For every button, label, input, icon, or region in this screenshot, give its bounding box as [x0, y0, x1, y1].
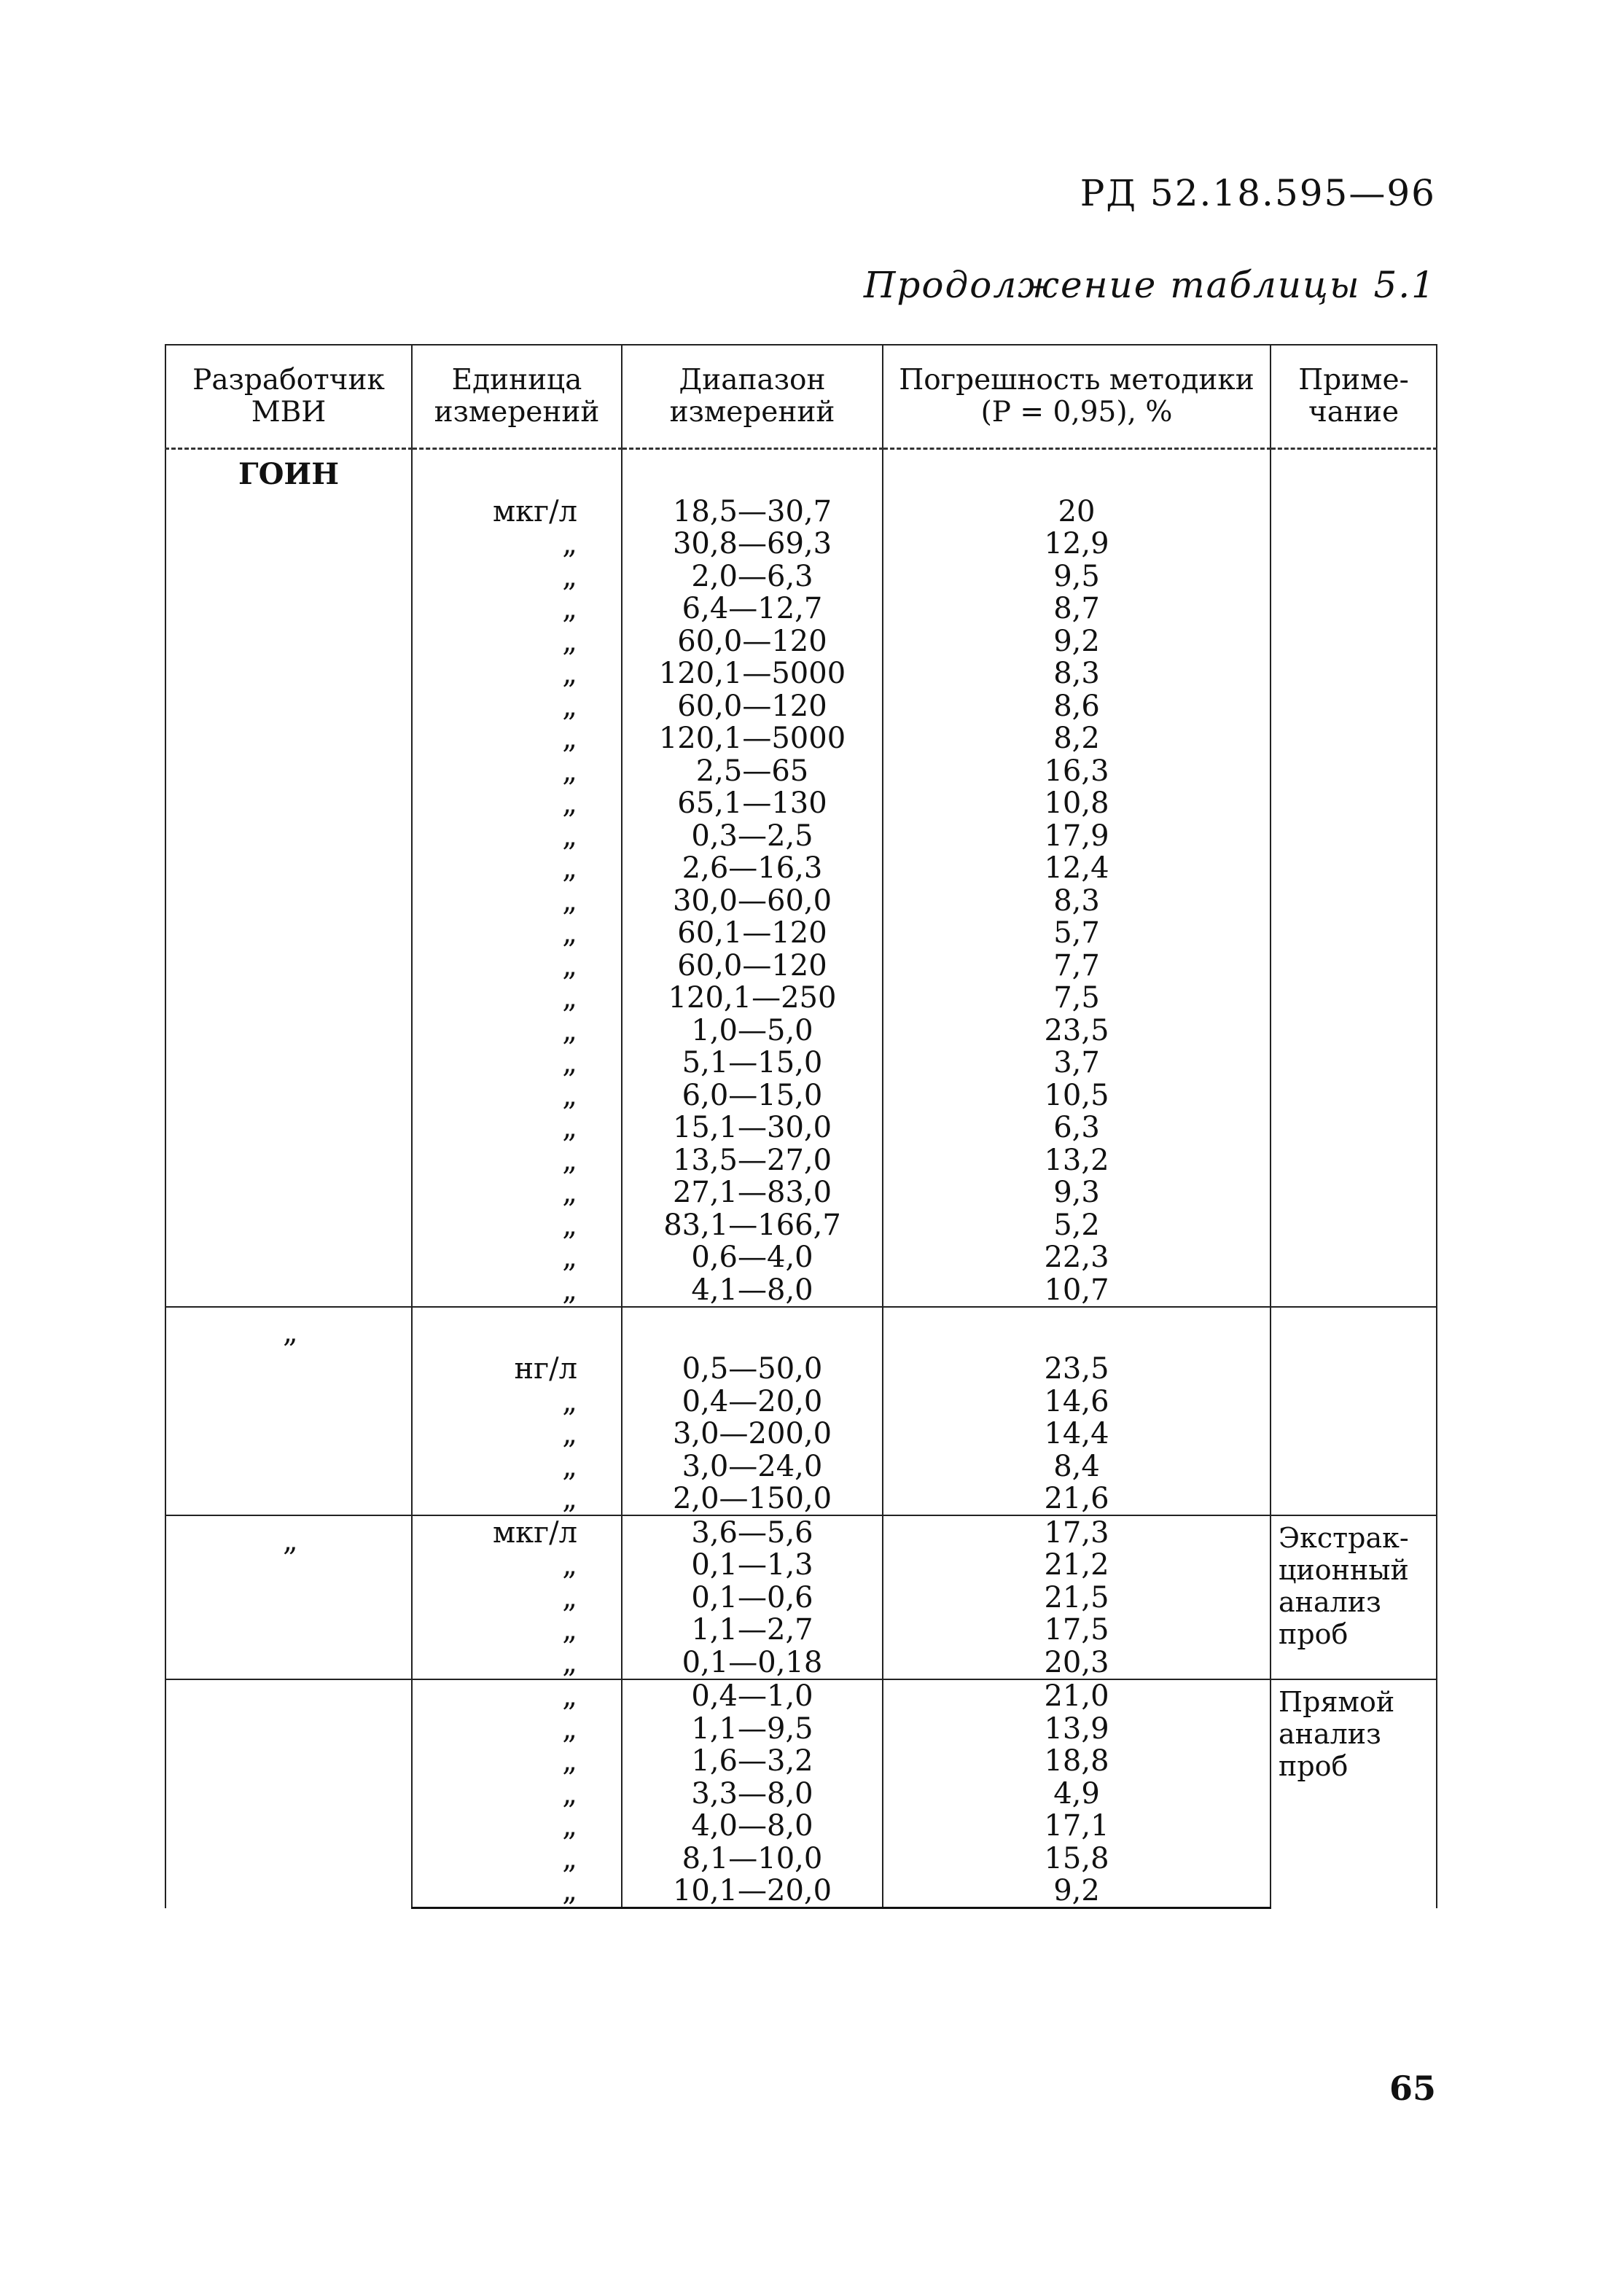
error-cell: 17,9 [883, 819, 1271, 852]
header-unit: Единица измерений [412, 345, 622, 449]
range-cell: 8,1—10,0 [622, 1842, 883, 1875]
range-cell: 1,1—2,7 [622, 1614, 883, 1647]
unit-cell: „ [412, 1614, 622, 1647]
error-cell: 3,7 [883, 1047, 1271, 1079]
unit-cell: „ [412, 1418, 622, 1450]
header-range: Диапазон измерений [622, 345, 883, 449]
range-cell: 15,1—30,0 [622, 1112, 883, 1144]
unit-cell: „ [412, 1679, 622, 1713]
unit-cell: „ [412, 917, 622, 950]
range-cell: 0,1—1,3 [622, 1549, 883, 1582]
range-cell: 120,1—250 [622, 982, 883, 1015]
developer-cell [165, 1679, 412, 1908]
error-cell: 8,3 [883, 657, 1271, 690]
unit-cell: „ [412, 1208, 622, 1241]
range-cell: 4,0—8,0 [622, 1810, 883, 1843]
error-cell: 5,2 [883, 1208, 1271, 1241]
unit-cell: „ [412, 852, 622, 885]
range-cell: 0,1—0,18 [622, 1646, 883, 1679]
range-cell: 0,6—4,0 [622, 1241, 883, 1274]
error-cell: 6,3 [883, 1112, 1271, 1144]
range-cell: 30,0—60,0 [622, 884, 883, 917]
developer-cell: „ [165, 1515, 412, 1679]
error-cell: 21,0 [883, 1679, 1271, 1713]
error-cell: 8,6 [883, 690, 1271, 722]
error-cell: 9,2 [883, 625, 1271, 657]
range-cell: 60,0—120 [622, 625, 883, 657]
range-cell: 30,8—69,3 [622, 528, 883, 561]
unit-cell: „ [412, 1483, 622, 1516]
unit-cell: „ [412, 1581, 622, 1614]
range-cell: 60,1—120 [622, 917, 883, 950]
error-cell: 20 [883, 495, 1271, 528]
unit-cell [412, 1307, 622, 1353]
unit-cell: „ [412, 1875, 622, 1908]
error-cell: 13,9 [883, 1712, 1271, 1745]
unit-cell: „ [412, 1144, 622, 1176]
measurement-table [165, 344, 1437, 1909]
header-developer: Разработчик МВИ [165, 345, 412, 449]
error-cell: 23,5 [883, 1014, 1271, 1047]
table-row [165, 1515, 1437, 1549]
unit-cell: „ [412, 1273, 622, 1307]
error-cell: 10,5 [883, 1079, 1271, 1112]
unit-cell: „ [412, 1176, 622, 1209]
error-cell: 7,5 [883, 982, 1271, 1015]
range-cell: 1,6—3,2 [622, 1745, 883, 1778]
error-cell: 10,8 [883, 787, 1271, 820]
range-cell: 1,1—9,5 [622, 1712, 883, 1745]
error-cell: 17,1 [883, 1810, 1271, 1843]
error-cell: 8,2 [883, 722, 1271, 755]
range-cell: 6,0—15,0 [622, 1079, 883, 1112]
error-cell: 17,5 [883, 1614, 1271, 1647]
range-cell: 3,0—200,0 [622, 1418, 883, 1450]
note-cell: Прямой анализ проб [1271, 1679, 1437, 1908]
unit-cell: „ [412, 1450, 622, 1483]
unit-cell: нг/л [412, 1353, 622, 1386]
unit-cell: „ [412, 787, 622, 820]
range-cell: 0,4—1,0 [622, 1679, 883, 1713]
unit-cell: „ [412, 1047, 622, 1079]
range-cell: 1,0—5,0 [622, 1014, 883, 1047]
developer-cell: „ [165, 1307, 412, 1516]
error-cell: 7,7 [883, 949, 1271, 982]
table-header-row [165, 345, 1437, 449]
error-cell: 10,7 [883, 1273, 1271, 1307]
error-cell: 8,3 [883, 884, 1271, 917]
range-cell: 13,5—27,0 [622, 1144, 883, 1176]
error-cell: 14,4 [883, 1418, 1271, 1450]
error-cell: 12,4 [883, 852, 1271, 885]
range-cell: 0,3—2,5 [622, 819, 883, 852]
unit-cell: „ [412, 722, 622, 755]
error-cell: 23,5 [883, 1353, 1271, 1386]
error-cell: 21,2 [883, 1549, 1271, 1582]
unit-cell: мкг/л [412, 1515, 622, 1549]
unit-cell: „ [412, 528, 622, 561]
table-body [165, 449, 1437, 1908]
unit-cell: „ [412, 884, 622, 917]
unit-cell: „ [412, 1079, 622, 1112]
unit-cell: „ [412, 1549, 622, 1582]
range-cell: 120,1—5000 [622, 722, 883, 755]
unit-cell: „ [412, 819, 622, 852]
range-cell: 0,5—50,0 [622, 1353, 883, 1386]
document-code: РД 52.18.595—96 [1080, 172, 1436, 214]
error-cell: 17,3 [883, 1515, 1271, 1549]
error-cell: 13,2 [883, 1144, 1271, 1176]
range-cell [622, 1307, 883, 1353]
range-cell: 60,0—120 [622, 949, 883, 982]
error-cell: 14,6 [883, 1385, 1271, 1418]
error-cell: 18,8 [883, 1745, 1271, 1778]
unit-cell: „ [412, 1385, 622, 1418]
range-cell: 2,5—65 [622, 754, 883, 787]
range-cell: 3,0—24,0 [622, 1450, 883, 1483]
unit-cell [412, 449, 622, 496]
range-cell: 60,0—120 [622, 690, 883, 722]
unit-cell: „ [412, 1112, 622, 1144]
note-cell: Экстрак-ционный анализ проб [1271, 1515, 1437, 1679]
note-cell [1271, 1307, 1437, 1516]
error-cell: 9,5 [883, 560, 1271, 593]
range-cell: 2,0—150,0 [622, 1483, 883, 1516]
developer-cell: ГОИН [165, 449, 412, 1307]
unit-cell: „ [412, 593, 622, 625]
error-cell: 9,2 [883, 1875, 1271, 1908]
error-cell: 21,6 [883, 1483, 1271, 1516]
error-cell [883, 1307, 1271, 1353]
header-error: Погрешность методики (P = 0,95), % [883, 345, 1271, 449]
error-cell: 8,4 [883, 1450, 1271, 1483]
header-note: Приме-чание [1271, 345, 1437, 449]
error-cell: 21,5 [883, 1581, 1271, 1614]
range-cell: 0,1—0,6 [622, 1581, 883, 1614]
error-cell: 9,3 [883, 1176, 1271, 1209]
table-continuation-caption: Продолжение таблицы 5.1 [863, 264, 1436, 306]
range-cell: 2,6—16,3 [622, 852, 883, 885]
range-cell: 27,1—83,0 [622, 1176, 883, 1209]
group-spacer-row [165, 1307, 1437, 1353]
error-cell: 15,8 [883, 1842, 1271, 1875]
error-cell: 22,3 [883, 1241, 1271, 1274]
error-cell: 12,9 [883, 528, 1271, 561]
range-cell: 65,1—130 [622, 787, 883, 820]
table-row [165, 1679, 1437, 1713]
range-cell: 6,4—12,7 [622, 593, 883, 625]
unit-cell: „ [412, 1014, 622, 1047]
range-cell: 3,6—5,6 [622, 1515, 883, 1549]
range-cell [622, 449, 883, 496]
unit-cell: „ [412, 754, 622, 787]
unit-cell: „ [412, 1777, 622, 1810]
unit-cell: „ [412, 1745, 622, 1778]
page-number: 65 [1389, 2069, 1436, 2108]
unit-cell: „ [412, 560, 622, 593]
range-cell: 83,1—166,7 [622, 1208, 883, 1241]
unit-cell: „ [412, 1842, 622, 1875]
range-cell: 2,0—6,3 [622, 560, 883, 593]
unit-cell: „ [412, 690, 622, 722]
error-cell: 5,7 [883, 917, 1271, 950]
unit-cell: мкг/л [412, 495, 622, 528]
range-cell: 5,1—15,0 [622, 1047, 883, 1079]
range-cell: 120,1—5000 [622, 657, 883, 690]
error-cell: 8,7 [883, 593, 1271, 625]
error-cell [883, 449, 1271, 496]
unit-cell: „ [412, 1646, 622, 1679]
unit-cell: „ [412, 1810, 622, 1843]
range-cell: 18,5—30,7 [622, 495, 883, 528]
unit-cell: „ [412, 625, 622, 657]
range-cell: 10,1—20,0 [622, 1875, 883, 1908]
group-spacer-row [165, 449, 1437, 496]
range-cell: 0,4—20,0 [622, 1385, 883, 1418]
unit-cell: „ [412, 657, 622, 690]
error-cell: 16,3 [883, 754, 1271, 787]
error-cell: 4,9 [883, 1777, 1271, 1810]
unit-cell: „ [412, 1241, 622, 1274]
unit-cell: „ [412, 949, 622, 982]
range-cell: 3,3—8,0 [622, 1777, 883, 1810]
error-cell: 20,3 [883, 1646, 1271, 1679]
unit-cell: „ [412, 1712, 622, 1745]
note-cell [1271, 449, 1437, 1307]
unit-cell: „ [412, 982, 622, 1015]
range-cell: 4,1—8,0 [622, 1273, 883, 1307]
